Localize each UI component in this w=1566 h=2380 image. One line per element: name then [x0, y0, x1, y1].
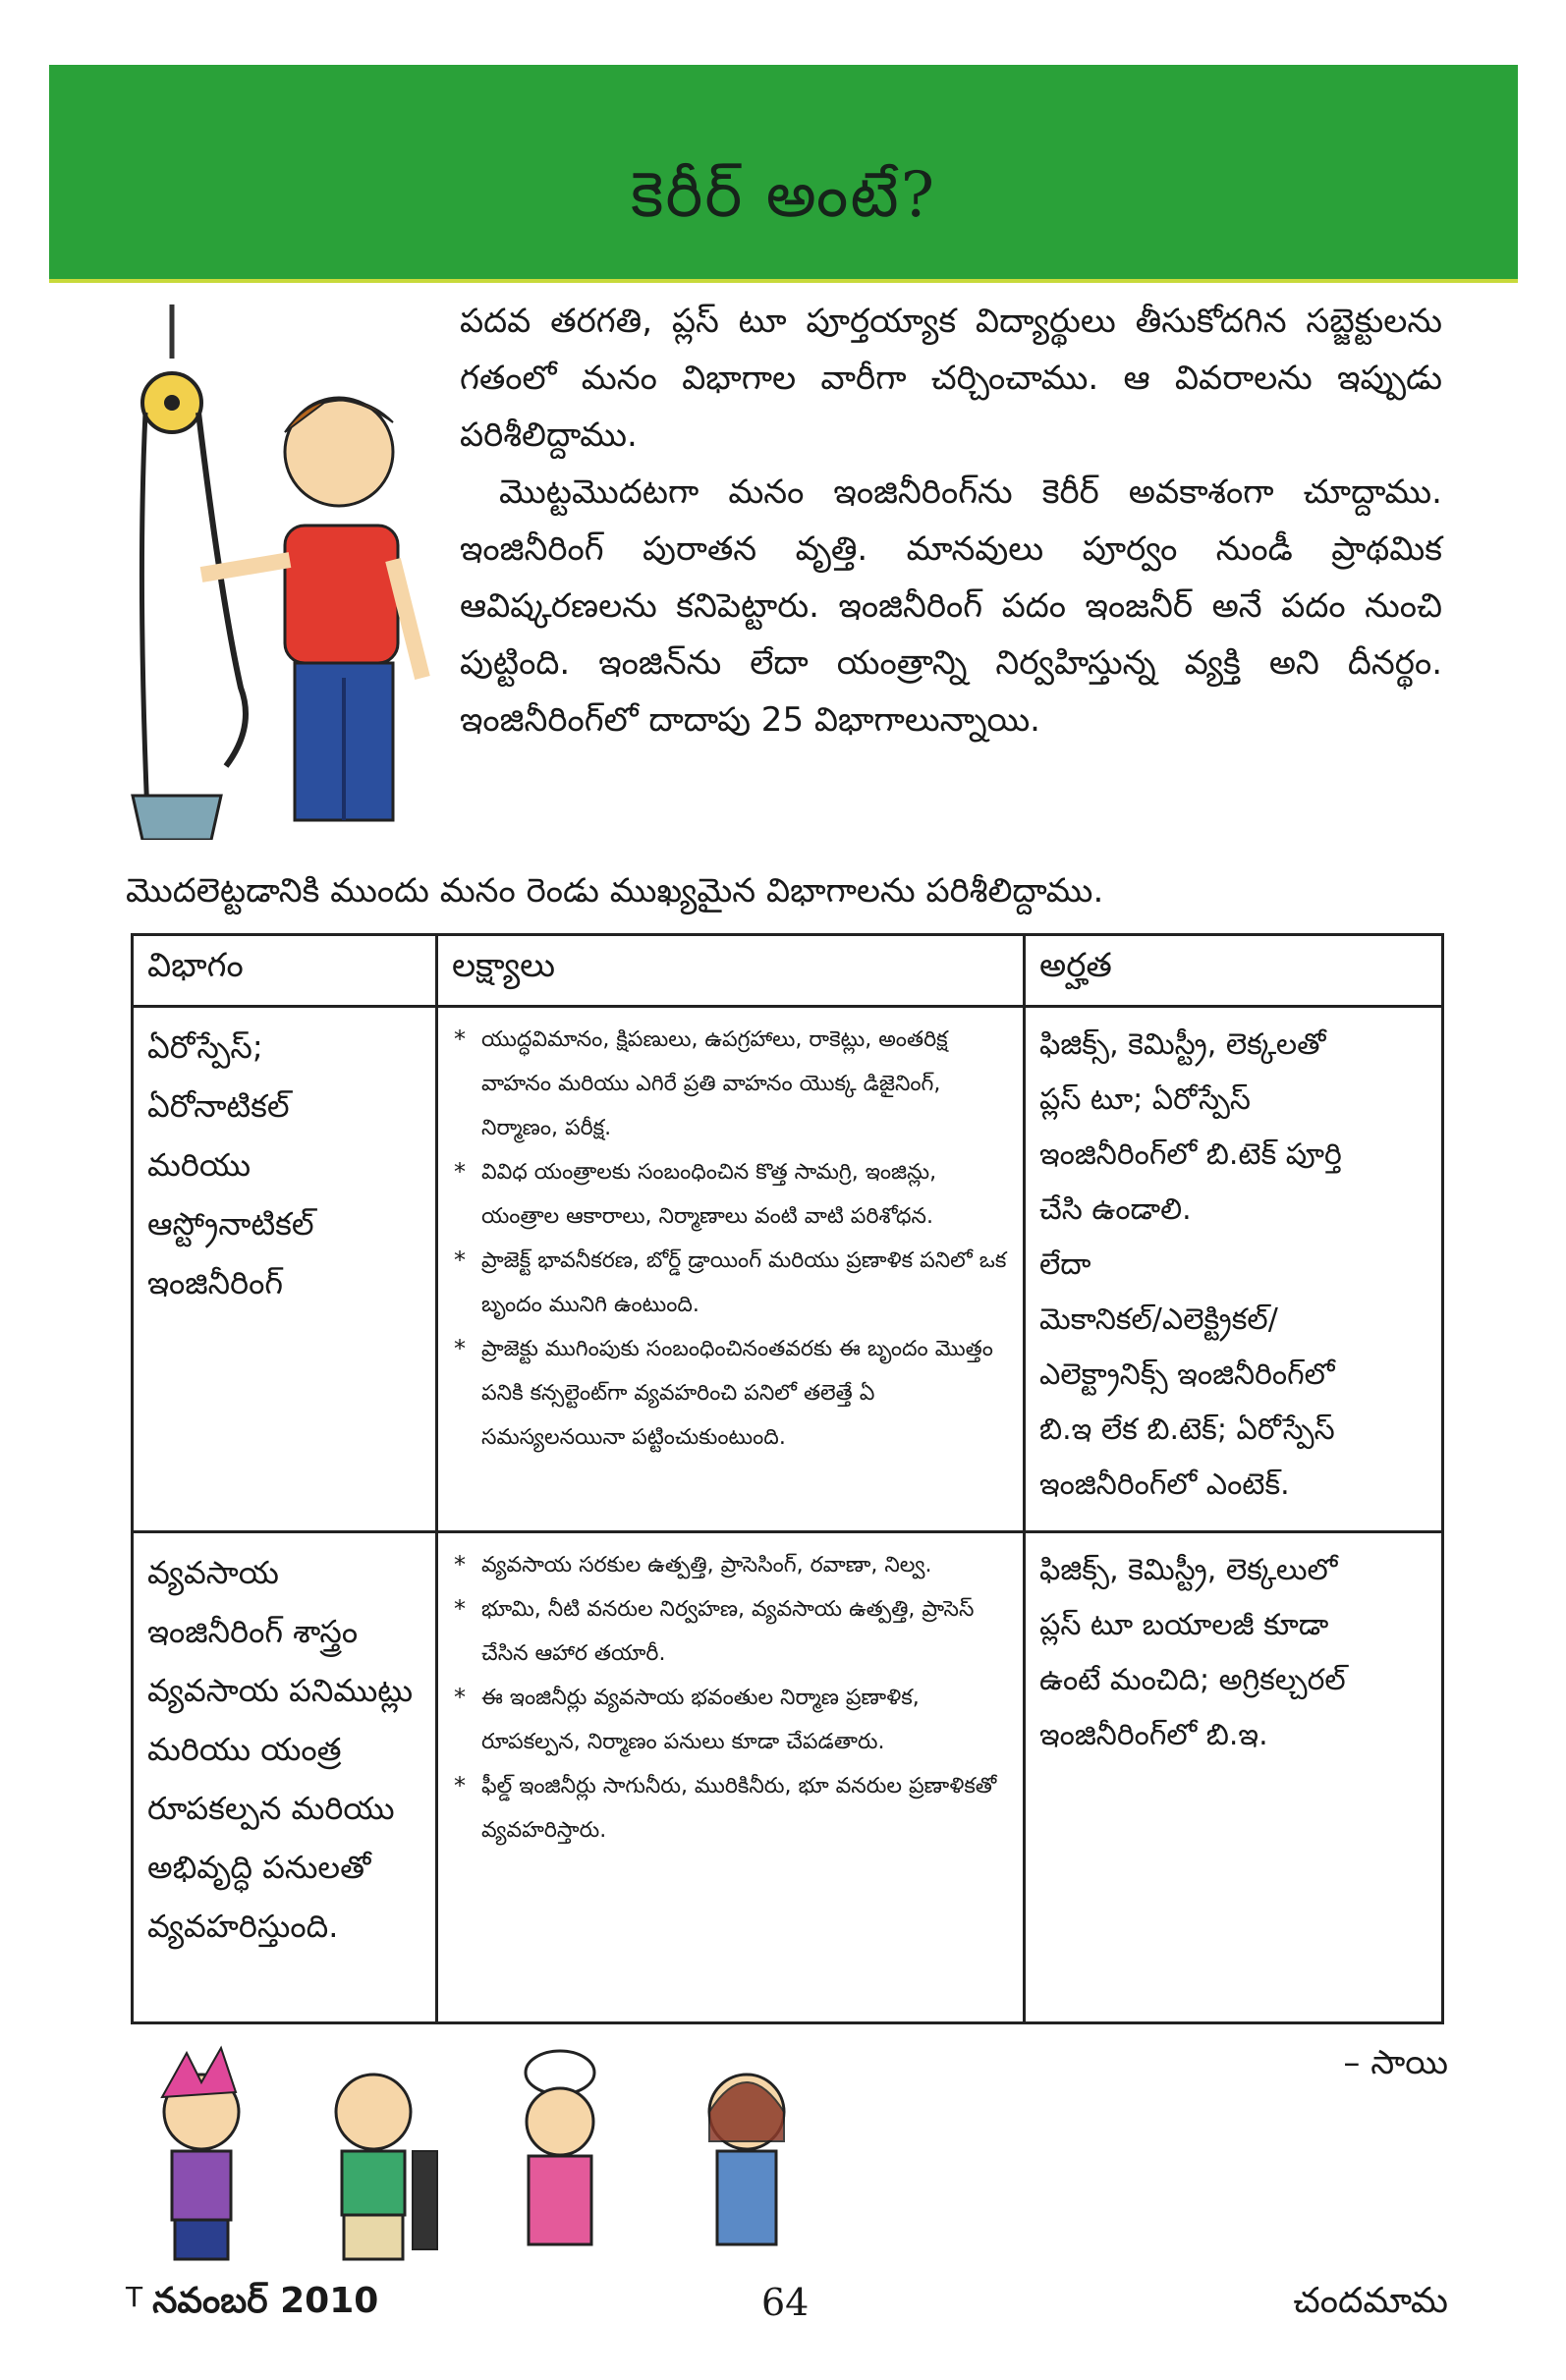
qualification-line: ఫిజిక్స్, కెమిస్ట్రీ, లెక్కలులో — [1039, 1553, 1338, 1587]
girl-character-icon — [709, 2075, 784, 2244]
qualification-line: ఇంజినీరింగ్‌లో ఎంటెక్. — [1039, 1467, 1290, 1502]
title-banner — [49, 65, 1518, 283]
career-table — [131, 933, 1444, 2024]
footer-mark: T — [126, 2281, 143, 2313]
column-header: విభాగం — [133, 935, 437, 1007]
column-header: అర్హత — [1025, 935, 1443, 1007]
department-line: ఇంజినీరింగ్ — [147, 1264, 283, 1301]
author-signature: – సాయి — [1343, 2043, 1448, 2082]
department-line: మరియు యంత్ర — [147, 1731, 342, 1768]
department-line: వ్యవసాయ — [147, 1554, 279, 1591]
qualification-line: బి.ఇ లేక బి.టెక్; ఏరోస్పేస్ — [1039, 1412, 1335, 1447]
page-number: 64 — [761, 2281, 810, 2324]
department-line: వ్యవహరిస్తుంది. — [147, 1908, 339, 1945]
table-row — [133, 1007, 1443, 1532]
department-line: ఏరోనాటికల్ — [147, 1087, 290, 1125]
qualification-line: చేసి ఉండాలి. — [1039, 1192, 1192, 1227]
table-row — [133, 1532, 1443, 2023]
qualification-line: ఎలెక్ట్రానిక్స్ ఇంజినీరింగ్‌లో — [1039, 1357, 1335, 1392]
cartoon-characters-illustration — [128, 2043, 835, 2269]
qualification-line: ఉంటే మంచిది; అగ్రికల్చరల్ — [1039, 1663, 1346, 1697]
goal-item: * ఫీల్డ్ ఇంజినీర్లు సాగునీరు, మురికినీరు, భూ వనరుల ప్రణాళికతో వ్యవహరిస్తారు. — [481, 1764, 1009, 1853]
department-line: మరియు — [147, 1146, 252, 1184]
chef-character-icon — [526, 2051, 594, 2244]
department-cell — [133, 1007, 437, 1532]
goal-item: * ప్రాజెక్ట్ భావనీకరణ, బోర్డ్ డ్రాయింగ్ మరియు ప్రణాళిక పనిలో ఒక బృందం మునిగి ఉంటుంది. — [481, 1239, 1009, 1327]
qualification-line: ఇంజినీరింగ్‌లో బి.టెక్ పూర్తి — [1039, 1137, 1342, 1172]
singer-character-icon — [162, 2048, 239, 2259]
goal-item: * వ్యవసాయ సరకుల ఉత్పత్తి, ప్రాసెసింగ్, రవాణా, నిల్వ. — [481, 1543, 1009, 1587]
goals-cell — [437, 1007, 1025, 1532]
qualification-line: మెకానికల్/ఎలెక్ట్రికల్/ — [1039, 1302, 1278, 1337]
department-line: వ్యవసాయ పనిముట్లు — [147, 1672, 414, 1709]
qualification-line: ప్లస్ టూ బయాలజీ కూడా — [1039, 1608, 1329, 1642]
department-line: ఆస్ట్రోనాటికల్ — [147, 1205, 314, 1243]
issue-date-text: నవంబర్ 2010 — [152, 2281, 379, 2321]
department-line: అభివృద్ధి పనులతో — [147, 1849, 371, 1886]
boy-with-pulley-illustration — [128, 304, 452, 840]
goal-item: * వివిధ యంత్రాలకు సంబంధించిన కొత్త సామగ్రి, ఇంజిన్లు, యంత్రాల ఆకారాలు, నిర్మాణాలు వంటి వాటి పరిశోధన. — [481, 1150, 1009, 1239]
goal-item: * ఈ ఇంజినీర్లు వ్యవసాయ భవంతుల నిర్మాణ ప్రణాళిక, రూపకల్పన, నిర్మాణం పనులు కూడా చేపడతారు. — [481, 1676, 1009, 1764]
intro-paragraph: మొట్టమొదటగా మనం ఇంజినీరింగ్‌ను కెరీర్ అవకాశంగా చూద్దాము. ఇంజినీరింగ్ పురాతన వృత్తి. మానవులు పూర్వం నుండీ ప్రాథమిక ఆవిష్కరణలను కనిపెట్టారు. ఇంజినీరింగ్ పదం ఇంజనీర్ అనే పదం నుంచి పుట్టింది. ఇంజిన్‌ను లేదా యంత్రాన్ని నిర్వహిస్తున్న వ్యక్తి అని దీనర్థం. ఇంజినీరింగ్‌లో దాదాపు 25 విభాగాలున్నాయి. — [460, 472, 1442, 740]
intro-text — [460, 293, 1442, 748]
goal-item: * యుద్ధవిమానం, క్షిపణులు, ఉపగ్రహాలు, రాకెట్లు, అంతరిక్ష వాహనం మరియు ఎగిరే ప్రతి వాహనం యొక్క డిజైనింగ్, నిర్మాణం, పరీక్ష. — [481, 1018, 1009, 1150]
goal-item: * భూమి, నీటి వనరుల నిర్వహణ, వ్యవసాయ ఉత్పత్తి, ప్రాసెస్ చేసిన ఆహార తయారీ. — [481, 1587, 1009, 1676]
qualification-line: ఫిజిక్స్, కెమిస్ట్రీ, లెక్కలతో — [1039, 1027, 1326, 1062]
qualification-line: లేదా — [1039, 1247, 1091, 1282]
magazine-name: చందమామ — [1293, 2281, 1448, 2321]
qualification-cell — [1025, 1532, 1443, 2023]
department-line: రూపకల్పన మరియు — [147, 1790, 395, 1827]
qualification-line: ఇంజినీరింగ్‌లో బి.ఇ. — [1039, 1718, 1268, 1752]
golfer-character-icon — [336, 2075, 437, 2259]
issue-date — [126, 2281, 378, 2330]
department-line: ఇంజినీరింగ్ శాస్త్రం — [147, 1613, 359, 1650]
qualification-cell — [1025, 1007, 1443, 1532]
goals-cell — [437, 1532, 1025, 2023]
goal-item: * ప్రాజెక్టు ముగింపుకు సంబంధించినంతవరకు ఈ బృందం మొత్తం పనికి కన్సల్టెంట్‌గా వ్యవహరించి పనిలో తలెత్తే ఏ సమస్యలనయినా పట్టించుకుంటుంది. — [481, 1327, 1009, 1460]
department-cell — [133, 1532, 437, 2023]
qualification-line: ప్లస్ టూ; ఏరోస్పేస్ — [1039, 1082, 1251, 1117]
intro-paragraph: పదవ తరగతి, ప్లస్ టూ పూర్తయ్యాక విద్యార్థులు తీసుకోదగిన సబ్జెక్టులను గతంలో మనం విభాగాల వారీగా చర్చించాము. ఆ వివరాలను ఇప్పుడు పరిశీలిద్దాము. — [460, 302, 1442, 455]
column-header: లక్ష్యాలు — [437, 935, 1025, 1007]
department-line: ఏరోస్పేస్; — [147, 1028, 263, 1066]
table-header-row — [133, 935, 1443, 1007]
lead-sentence: మొదలెట్టడానికి ముందు మనం రెండు ముఖ్యమైన విభాగాలను పరిశీలిద్దాము. — [126, 871, 1104, 911]
page-title: కెరీర్ అంటే? — [630, 159, 937, 232]
